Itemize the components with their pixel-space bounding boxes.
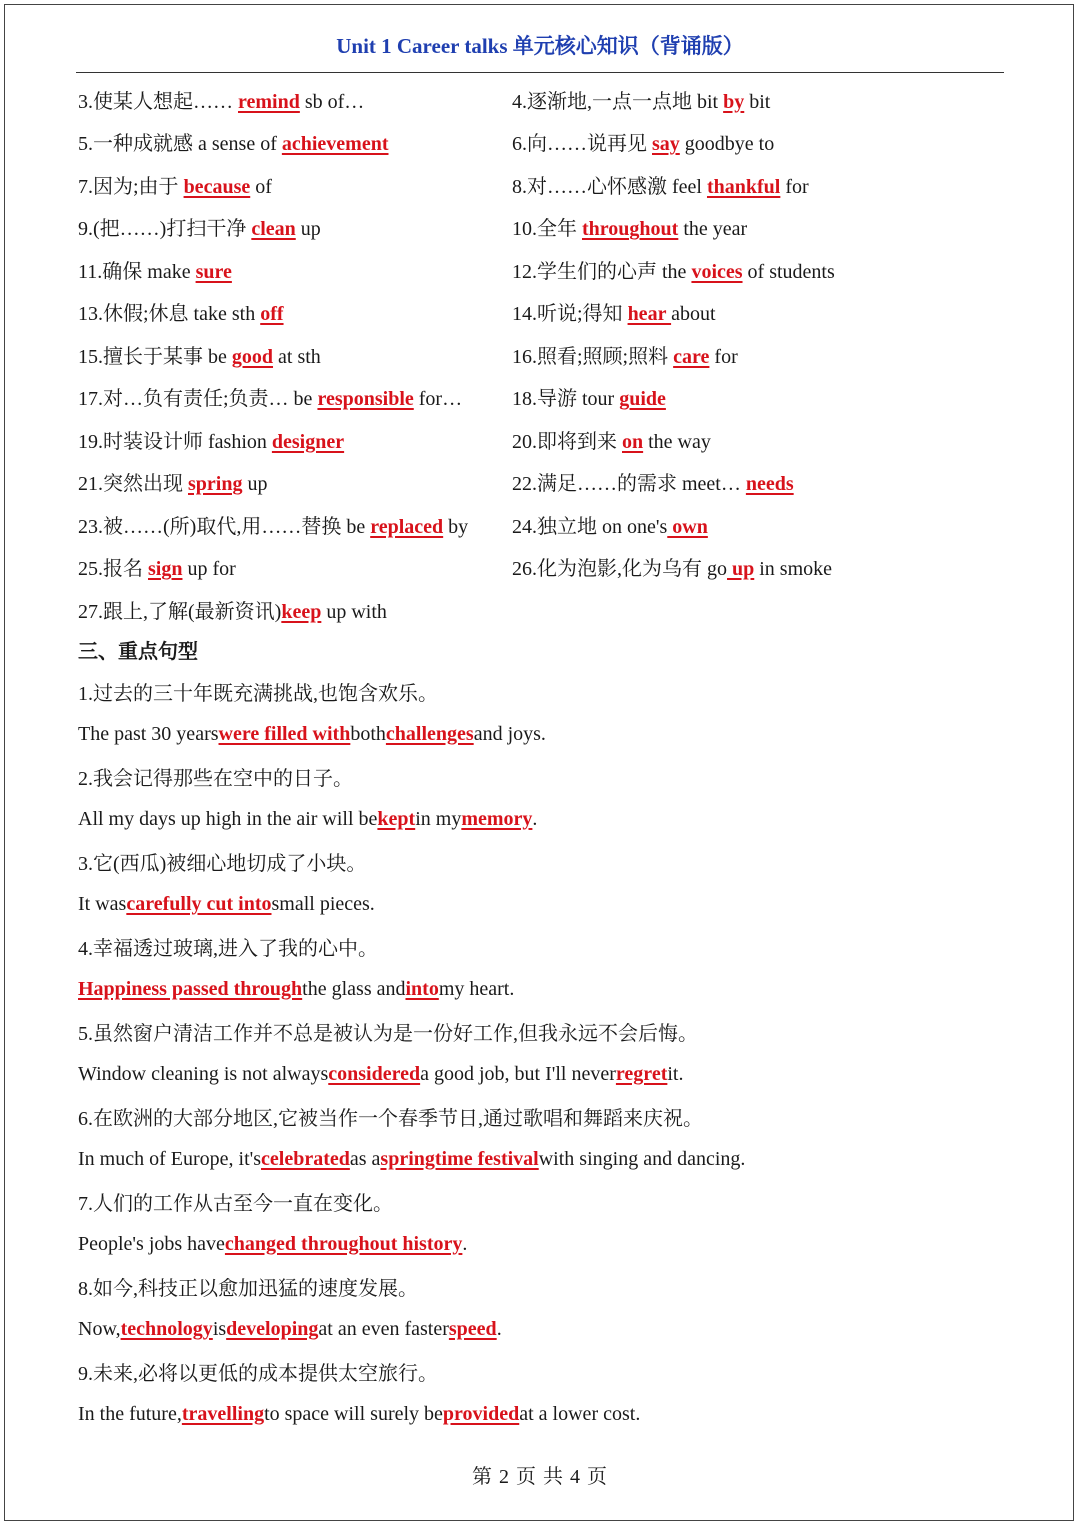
answer-blank: into [405,977,439,1000]
answer-blank: because [183,175,251,198]
text-segment: The past 30 years [78,722,219,745]
vocab-item [78,382,512,411]
vocab-item [512,425,1012,454]
answer-blank: challenges [385,722,474,745]
text-segment: In the future, [78,1402,182,1425]
text-segment: 20.即将到来 [512,430,622,453]
text-segment: a good job, but I'll never [420,1062,616,1085]
text-segment: 24.独立地 on one's [512,515,668,538]
vocab-item [78,552,512,581]
answer-blank: kept [377,807,416,830]
vocab-item [512,552,1012,581]
answer-blank: technology [120,1317,213,1340]
answer-blank: memory [461,807,533,830]
sentence-english [78,1393,1038,1436]
vocab-item [78,510,512,539]
text-segment: 7.人们的工作从古至今一直在变化。 [78,1193,393,1216]
sentence-chinese [78,926,1038,969]
text-segment: 23.被……(所)取代,用……替换 be [78,515,371,538]
text-segment: 12.学生们的心声 the [512,260,692,283]
vocab-row [78,588,1018,631]
text-segment: 27.跟上,了解(最新资讯) [78,600,282,623]
text-segment: 26.化为泡影,化为乌有 go [512,558,727,581]
key-sentences-section [78,628,1038,1436]
vocab-item [512,127,1012,156]
sentence-chinese [78,1351,1038,1394]
answer-blank: achievement [281,133,389,156]
vocab-item [78,255,512,284]
sentence-chinese [78,671,1038,714]
answer-blank: spring [188,473,243,496]
sentence-english [78,713,1038,756]
vocab-item [512,382,1012,411]
vocab-item [512,340,1012,369]
text-segment: at sth [273,345,321,368]
text-segment: 9.(把……)打扫干净 [78,218,252,241]
text-segment: is [212,1317,227,1340]
answer-blank: good [231,345,274,368]
text-segment: the glass and [302,977,406,1000]
answer-blank: travelling [181,1402,265,1425]
text-segment: 10.全年 [512,218,582,241]
text-segment: at an even faster [318,1317,449,1340]
text-segment: small pieces. [271,892,375,915]
sentence-english [78,1138,1038,1181]
text-segment: People's jobs have [78,1232,225,1255]
text-segment: for [709,345,738,368]
answer-blank: sign [148,558,183,581]
text-segment: Window cleaning is not always [78,1062,329,1085]
answer-blank: carefully cut into [126,892,272,915]
text-segment: to space will surely be [264,1402,443,1425]
answer-blank: care [673,345,710,368]
answer-blank: responsible [317,388,414,411]
text-segment: 22.满足……的需求 meet… [512,473,746,496]
text-segment: bit [744,90,771,113]
vocabulary-table [78,78,1018,631]
text-segment: up for [182,558,236,581]
answer-blank: keep [281,600,322,623]
answer-blank: hear [627,303,672,326]
text-segment: with singing and dancing. [538,1147,746,1170]
sentence-chinese [78,1011,1038,1054]
vocab-row [78,546,1018,589]
text-segment: my heart. [438,977,515,1000]
text-segment: 16.照看;照顾;照料 [512,345,674,368]
text-segment: in smoke [754,558,833,581]
text-segment: 8.对……心怀感激 feel [512,175,707,198]
vocab-item [512,510,1012,539]
answer-blank: clean [251,218,296,241]
answer-blank: sure [195,260,232,283]
text-segment: of students [742,260,835,283]
text-segment: the year [678,218,748,241]
header-divider [76,72,1004,73]
text-segment: Now, [78,1317,121,1340]
text-segment: 4.逐渐地,一点一点地 bit [512,90,724,113]
vocab-row [78,333,1018,376]
answer-blank: speed [448,1317,497,1340]
text-segment: at a lower cost. [519,1402,641,1425]
vocab-item [78,425,512,454]
vocab-row [78,291,1018,334]
sentence-english [78,798,1038,841]
vocab-row [78,461,1018,504]
text-segment: 5.一种成就感 a sense of [78,133,282,156]
sentence-chinese [78,841,1038,884]
sentence-english [78,1223,1038,1266]
text-segment: it. [667,1062,684,1085]
text-segment: sb of… [299,90,365,113]
text-segment: . [462,1232,468,1255]
text-segment: both [350,722,386,745]
sentence-chinese [78,756,1038,799]
vocab-item [78,297,512,326]
answer-blank: up [727,558,755,581]
text-segment: for [780,175,809,198]
text-segment: 9.未来,必将以更低的成本提供太空旅行。 [78,1363,438,1386]
sentence-english [78,968,1038,1011]
answer-blank: by [723,90,745,113]
text-segment: 6.在欧洲的大部分地区,它被当作一个春季节日,通过歌唱和舞蹈来庆祝。 [78,1108,703,1131]
answer-blank: developing [226,1317,319,1340]
sentence-chinese [78,1266,1038,1309]
text-segment: 6.向……说再见 [512,133,652,156]
answer-blank: designer [271,430,345,453]
vocab-item [512,467,1012,496]
answer-blank: remind [238,90,300,113]
answer-blank: say [652,133,680,156]
sentence-english [78,1053,1038,1096]
text-segment: 7.因为;由于 [78,175,184,198]
answer-blank: needs [745,473,794,496]
answer-blank: considered [328,1062,421,1085]
vocab-row [78,206,1018,249]
text-segment: 15.擅长于某事 be [78,345,232,368]
vocab-item [78,127,512,156]
text-segment: . [496,1317,502,1340]
answer-blank: changed throughout history [224,1232,463,1255]
vocab-item [512,212,1012,241]
vocab-item [78,85,512,114]
text-segment: about [671,303,716,326]
vocab-row [78,78,1018,121]
answer-blank: throughout [582,218,679,241]
text-segment: 3.使某人想起…… [78,90,238,113]
answer-blank: off [260,303,284,326]
text-segment: up [295,218,321,241]
text-segment: 25.报名 [78,558,148,581]
text-segment: 11.确保 make [78,260,196,283]
vocab-item [512,170,1012,199]
text-segment: in my [415,807,462,830]
text-segment: 1.过去的三十年既充满挑战,也饱含欢乐。 [78,683,438,706]
text-segment: In much of Europe, it's [78,1147,262,1170]
answer-blank: own [667,515,708,538]
answer-blank: voices [691,260,743,283]
text-segment: 17.对…负有责任;负责… be [78,388,318,411]
text-segment: 21.突然出现 [78,473,188,496]
text-segment: up [242,473,268,496]
text-segment: 3.它(西瓜)被细心地切成了小块。 [78,853,367,876]
vocab-item [78,340,512,369]
vocab-row [78,248,1018,291]
text-segment: 14.听说;得知 [512,303,628,326]
text-segment: 18.导游 tour [512,388,620,411]
answer-blank: replaced [370,515,444,538]
page-title: Unit 1 Career talks 单元核心知识（背诵版） [336,34,744,58]
vocab-row [78,163,1018,206]
vocab-item [512,255,1012,284]
text-segment: by [443,515,469,538]
answer-blank: provided [442,1402,520,1425]
sentence-english [78,1308,1038,1351]
text-segment: goodbye to [679,133,775,156]
text-segment: 8.如今,科技正以愈加迅猛的速度发展。 [78,1278,418,1301]
answer-blank: regret [615,1062,668,1085]
text-segment: 5.虽然窗户清洁工作并不总是被认为是一份好工作,但我永远不会后悔。 [78,1023,698,1046]
text-segment: All my days up high in the air will be [78,807,378,830]
text-segment: the way [643,430,711,453]
text-segment: 2.我会记得那些在空中的日子。 [78,768,353,791]
text-segment: It was [78,892,127,915]
sentence-chinese [78,1096,1038,1139]
vocab-row [78,376,1018,419]
answer-blank: guide [619,388,666,411]
text-segment: . [532,807,538,830]
vocab-item [512,297,1012,326]
text-segment: of [250,175,272,198]
section-heading: 三、重点句型 [78,640,198,663]
vocab-item [78,170,512,199]
answer-blank: thankful [706,175,781,198]
vocab-row [78,121,1018,164]
answer-blank: were filled with [218,722,351,745]
text-segment: as a [349,1147,381,1170]
sentence-chinese [78,1181,1038,1224]
text-segment: and joys. [473,722,546,745]
vocab-item [78,467,512,496]
vocab-item [78,212,512,241]
text-segment: 13.休假;休息 take sth [78,303,261,326]
text-segment: 4.幸福透过玻璃,进入了我的心中。 [78,938,378,961]
text-segment: 19.时装设计师 fashion [78,430,272,453]
vocab-row [78,418,1018,461]
text-segment: for… [413,388,463,411]
page-number: 第 2 页 共 4 页 [472,1466,608,1488]
answer-blank: on [622,430,644,453]
answer-blank: Happiness passed through [78,977,303,1000]
answer-blank: celebrated [261,1147,350,1170]
answer-blank: springtime festival [380,1147,539,1170]
vocab-row [78,503,1018,546]
vocab-item [512,85,1012,114]
text-segment: up with [321,600,387,623]
vocab-item [78,595,512,624]
sentence-english [78,883,1038,926]
